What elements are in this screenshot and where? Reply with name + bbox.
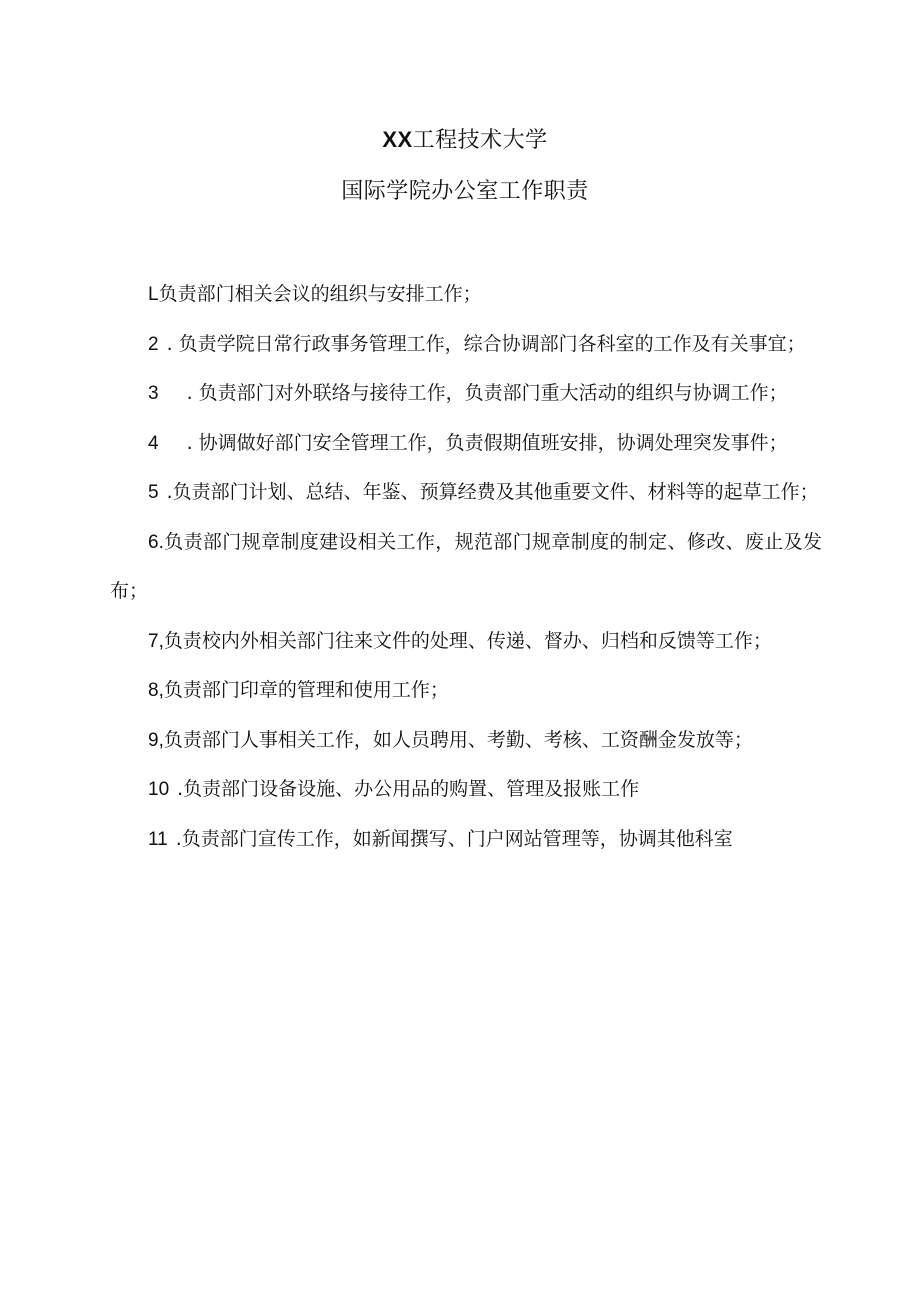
duty-item-10 xyxy=(110,765,822,815)
duty-item-8 xyxy=(110,666,822,716)
duty-item-11 xyxy=(110,815,822,865)
document-title-block xyxy=(0,126,920,206)
duty-item-number: L xyxy=(148,284,159,305)
duty-item-5 xyxy=(110,468,822,518)
duty-item-number: 9, xyxy=(148,729,164,751)
duty-item-number: 3 xyxy=(148,383,159,404)
duty-item-4 xyxy=(110,419,822,469)
duty-item-number: 2 xyxy=(148,333,159,355)
duty-item-number: 4 xyxy=(148,432,159,454)
duty-item-number: 7, xyxy=(148,630,164,652)
duty-item-3 xyxy=(110,369,822,419)
duty-item-text: 负责部门相关会议的组织与安排工作； xyxy=(158,283,482,305)
duty-item-number: 5 xyxy=(148,482,159,503)
duty-item-6 xyxy=(110,518,822,617)
duty-item-1 xyxy=(110,270,822,320)
title-main: 工程技术大学 xyxy=(412,128,548,153)
document-title xyxy=(0,126,920,155)
duty-item-text: 负责部门规章制度建设相关工作，规范部门规章制度的制定、修改、废止及发布； xyxy=(110,530,822,602)
duty-item-text: 负责部门人事相关工作，如人员聘用、考勤、考核、工资酬金发放等； xyxy=(163,728,753,751)
duty-item-text: .负责部门设备设施、办公用品的购置、管理及报账工作 xyxy=(177,778,640,800)
duty-item-text: .负责部门宣传工作，如新闻撰写、门户网站管理等，协调其他科室 xyxy=(175,827,733,850)
duty-item-text: . 负责部门对外联络与接待工作，负责部门重大活动的组织与协调工作； xyxy=(186,382,788,404)
duty-item-text: 负责部门印章的管理和使用工作； xyxy=(163,679,449,701)
duty-item-9 xyxy=(110,716,822,766)
duty-item-2 xyxy=(110,320,822,370)
duty-item-7 xyxy=(110,617,822,667)
duty-item-text: 负责校内外相关部门往来文件的处理、传递、督办、归档和反馈等工作； xyxy=(163,629,772,652)
duty-item-number: 8, xyxy=(148,680,164,701)
document-subtitle: 国际学院办公室工作职责 xyxy=(341,179,589,204)
duty-item-text: .负责部门计划、总结、年鉴、预算经费及其他重要文件、材料等的起草工作； xyxy=(166,481,819,503)
duty-item-number: 6. xyxy=(148,531,164,553)
title-prefix: XX xyxy=(382,127,413,152)
duty-item-number: 11 xyxy=(148,828,168,850)
duty-list xyxy=(110,270,822,864)
duty-item-number: 10 xyxy=(148,779,170,800)
duty-item-text: . 协调做好部门安全管理工作，负责假期值班安排，协调处理突发事件； xyxy=(186,431,788,454)
duty-item-text: . 负责学院日常行政事务管理工作，综合协调部门各科室的工作及有关事宜； xyxy=(166,332,806,355)
